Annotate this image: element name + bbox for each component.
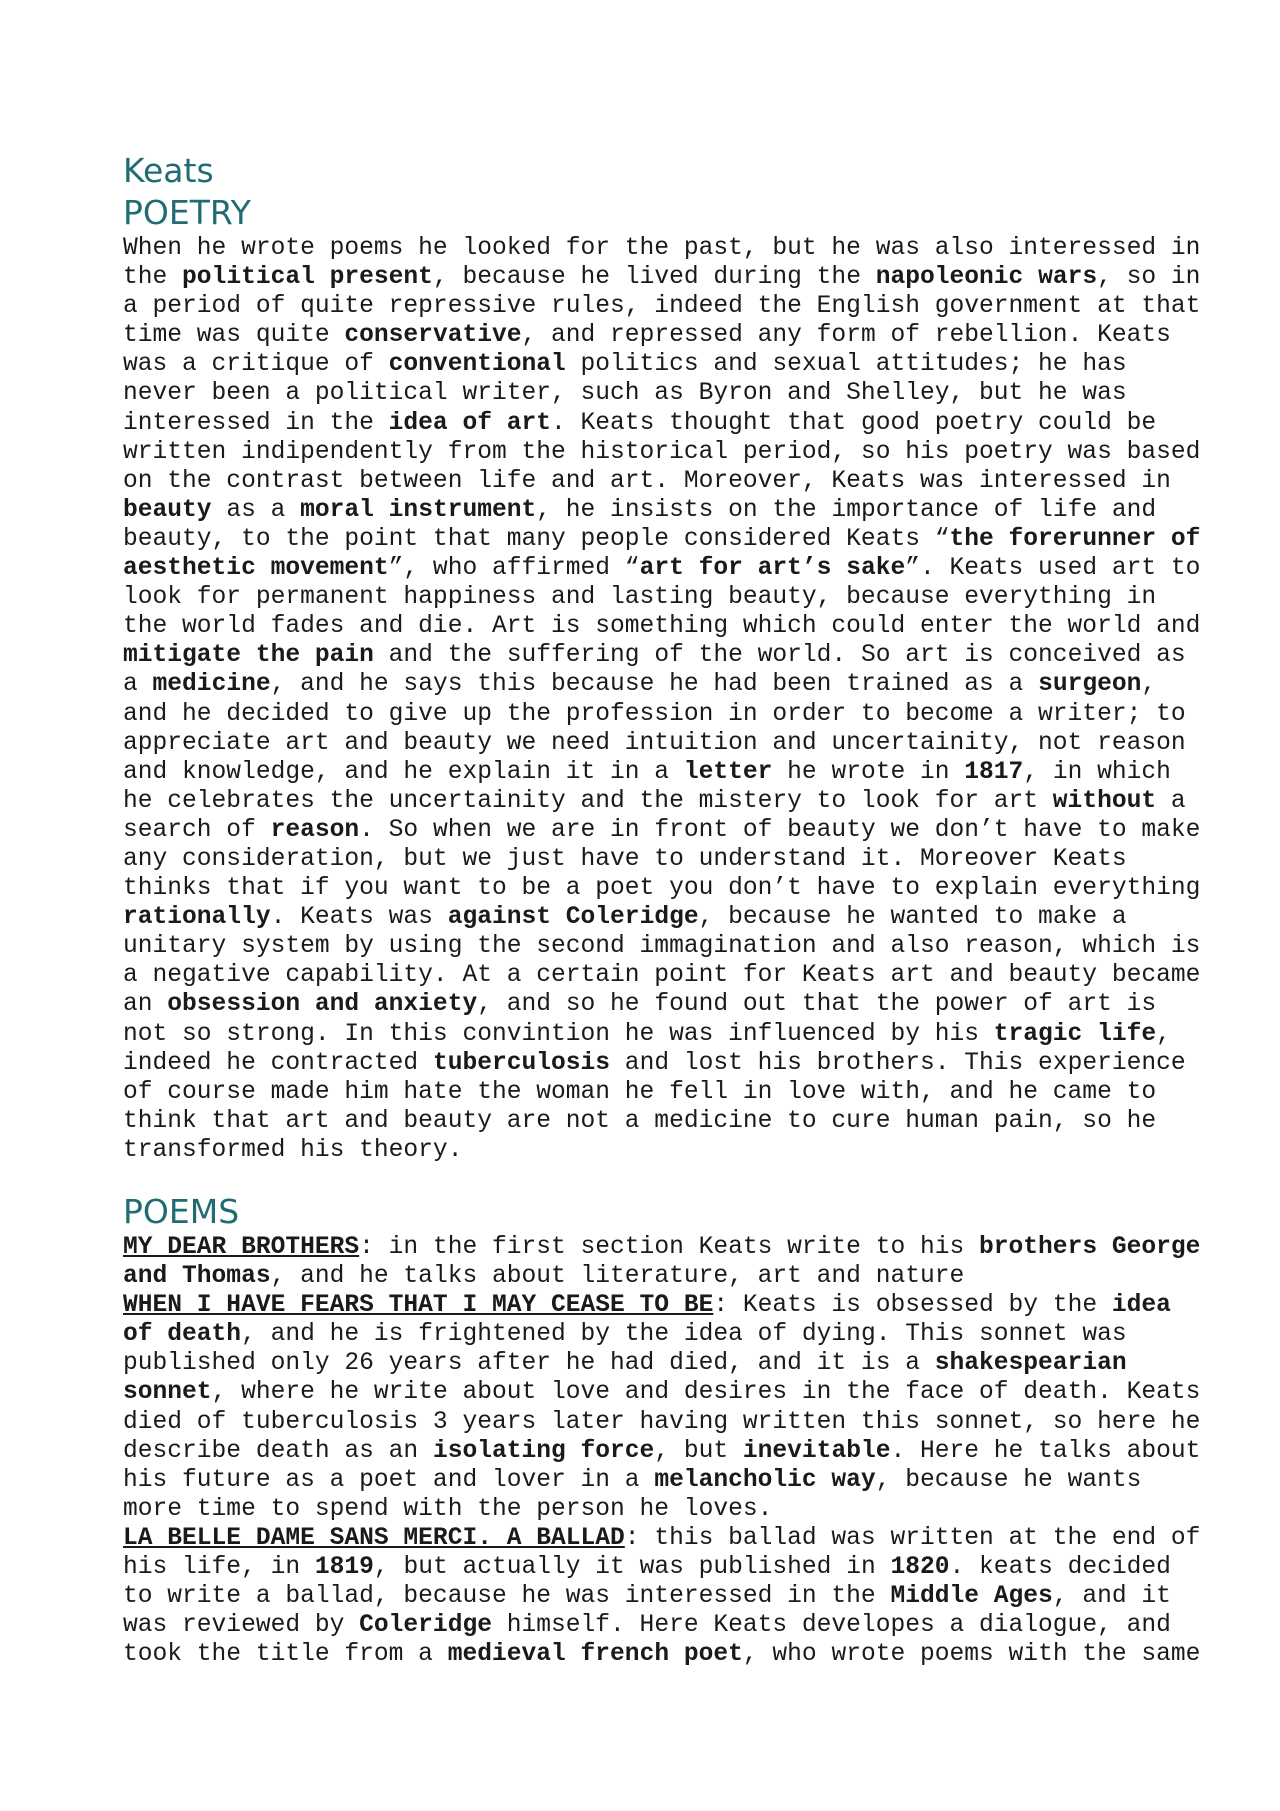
bold-term: obsession and anxiety [167,991,478,1019]
text-run: published only 26 years after he had died, and it is a [123,1350,935,1378]
poetry-line [123,379,1173,408]
text-run: and knowledge, and he explain it in a [123,758,684,786]
section-heading-poetry: POETRY [123,193,251,232]
section-heading-poems: POEMS [123,1192,240,1231]
text-run: time was quite [123,322,345,350]
text-run: , and so he found out that the power of art is [477,991,1157,1019]
bold-term: political present [182,264,433,292]
bold-term: 1817 [964,758,1024,786]
text-run: ”. Keats used art to [905,555,1201,583]
bold-term: conventional [388,351,566,379]
text-run: written indipendently from the historical period, so his poetry was based [123,438,1201,466]
poems-paragraph [123,1233,1201,1669]
text-run: an [123,991,168,1019]
poetry-line [123,903,1173,932]
poetry-line [123,787,1186,816]
poems-line [123,1466,1173,1495]
text-run: to write a ballad, because he was interessed in the [123,1583,891,1611]
text-run: , [1156,1020,1171,1048]
poems-line [123,1640,1201,1669]
bold-term: brothers George [979,1234,1201,1261]
text-run: . Here he talks about [890,1437,1201,1465]
poetry-line [123,670,1173,699]
poetry-line [123,641,1186,670]
bold-term: Coleridge [359,1612,492,1640]
text-run: and he decided to give up the profession in order to become a writer; to [123,700,1186,728]
text-run: : in the first section Keats write to his [359,1234,980,1261]
poetry-line [123,700,1186,729]
text-run: , in which [1023,758,1171,786]
text-run: When he wrote poems he looked for the past, but he was also interessed in [123,235,1201,262]
poems-line [123,1233,1201,1262]
bold-term: aesthetic movement [123,555,389,583]
poems-line [123,1582,1173,1611]
poetry-line [123,990,1173,1019]
text-run: was a critique of [123,351,389,379]
bold-term: the forerunner of [949,525,1201,553]
text-run: not so strong. In this convintion he was influenced by his [123,1020,994,1048]
text-run: a [123,671,153,699]
poetry-line [123,496,1173,525]
bold-term: Middle Ages [890,1583,1053,1611]
bold-term: letter [683,758,773,786]
poetry-line [123,438,1201,467]
bold-term: idea [1111,1292,1171,1320]
bold-term: surgeon [1038,671,1142,699]
bold-term: medieval french poet [447,1641,743,1669]
text-run: , and he talks about literature, art and nature [270,1263,965,1291]
text-run: , but [654,1437,743,1465]
text-run: any consideration, but we just have to understand it. Moreover Keats [123,845,1127,873]
bold-term: and Thomas [123,1263,271,1291]
poetry-line [123,961,1201,990]
bold-term: without [1052,787,1157,815]
text-run: never been a political writer, such as Byron and Shelley, but he was [123,380,1127,408]
text-run: himself. Here Keats developes a dialogue, and [491,1612,1171,1640]
poem-title: LA BELLE DAME SANS MERCI. A BALLAD [123,1524,625,1552]
text-run: as a [211,496,301,524]
document-title: Keats [123,151,214,190]
text-run: a negative capability. At a certain point for Keats art and beauty became [123,962,1201,990]
poems-line [123,1349,1173,1378]
bold-term: napoleonic wars [875,264,1098,292]
poetry-line [123,292,1201,321]
text-run: , where he write about love and desires in the face of death. Keats [211,1379,1201,1407]
text-run: his future as a poet and lover in a [123,1466,655,1494]
bold-term: medicine [152,671,271,699]
poetry-line [123,1107,1173,1136]
poems-line [123,1437,1201,1466]
poems-line [123,1553,1173,1582]
text-run: the [123,264,183,292]
bold-term: tuberculosis [432,1049,611,1077]
text-run: , so in [1097,264,1201,292]
poems-line [123,1611,1173,1640]
poems-line [123,1320,1173,1349]
bold-term: shakespearian [934,1350,1127,1378]
text-run: think that art and beauty are not a medicine to cure human pain, so he [123,1107,1157,1135]
poetry-line [123,583,1173,612]
poetry-line [123,350,1173,379]
text-run: , and he is frightened by the idea of dying. This sonnet was [241,1321,1127,1349]
poetry-line [123,525,1201,554]
poems-line [123,1524,1201,1553]
bold-term: mitigate the pain [123,642,374,670]
poetry-line [123,1020,1173,1049]
poetry-line [123,1078,1173,1107]
poetry-line [123,1136,1173,1165]
text-run: was reviewed by [123,1612,360,1640]
text-run: , and it [1052,1583,1171,1611]
bold-term: 1820 [890,1554,950,1582]
bold-term: melancholic way [654,1466,876,1494]
poems-line [123,1262,1173,1291]
text-run: , he insists on the importance of life and [536,496,1157,524]
poetry-line [123,409,1173,438]
text-run: . So when we are in front of beauty we don’t have to make [359,816,1201,844]
poetry-line [123,1049,1186,1078]
document-page [123,150,1201,1669]
poems-line [123,1378,1201,1407]
text-run: , who wrote poems with the same [742,1641,1201,1669]
text-run: ”, who affirmed “ [388,555,640,583]
poems-line [123,1408,1201,1437]
text-run: on the contrast between life and art. Moreover, Keats was interessed in [123,467,1171,495]
poetry-line [123,758,1173,787]
text-run: a [1156,787,1186,815]
text-run: transformed his theory. [123,1136,463,1164]
poetry-line [123,234,1201,263]
poetry-line [123,816,1201,845]
bold-term: 1819 [314,1554,374,1582]
text-run: unitary system by using the second immagination and also reason, which is [123,933,1201,961]
poetry-line [123,263,1201,292]
text-run: , but actually it was published in [373,1554,891,1582]
text-run: interessed in the [123,409,389,437]
text-run: , because he wanted to make a [698,904,1127,932]
bold-term: sonnet [123,1379,212,1407]
poetry-line [123,845,1173,874]
text-run: , and repressed any form of rebellion. Keats [521,322,1171,350]
bold-term: moral instrument [300,496,537,524]
bold-term: inevitable [742,1437,891,1465]
text-run: appreciate art and beauty we need intuition and uncertainity, not reason [123,729,1186,757]
text-run: took the title from a [123,1641,448,1669]
poetry-paragraph [123,234,1201,1165]
bold-term: isolating force [432,1437,655,1465]
text-run: , because he lived during the [432,264,876,292]
poetry-line [123,874,1201,903]
text-run: . Keats thought that good poetry could be [551,409,1157,437]
text-run: search of [123,816,271,844]
text-run: and lost his brothers. This experience [610,1049,1186,1077]
poetry-line [123,612,1201,641]
text-run: , [1141,671,1157,699]
bold-term: conservative [344,322,522,350]
text-run: his life, in [123,1554,315,1582]
text-run: : this ballad was written at the end of [624,1524,1201,1552]
poem-title: WHEN I HAVE FEARS THAT I MAY CEASE TO BE [123,1292,714,1320]
bold-term: against Coleridge [447,904,699,932]
poetry-line [123,932,1201,961]
text-run: politics and sexual attitudes; he has [565,351,1127,379]
poetry-line [123,467,1173,496]
text-run: : Keats is obsessed by the [713,1292,1112,1320]
poem-title: MY DEAR BROTHERS [123,1234,360,1261]
text-run: the world fades and die. Art is something which could enter the world and [123,613,1201,641]
text-run: describe death as an [123,1437,433,1465]
bold-term: of death [123,1321,242,1349]
text-run: of course made him hate the woman he fell in love with, and he came to [123,1078,1157,1106]
poetry-line [123,729,1186,758]
text-run: indeed he contracted [123,1049,433,1077]
bold-term: beauty [123,496,212,524]
text-run: look for permanent happiness and lasting beauty, because everything in [123,584,1157,612]
bold-term: rationally [123,904,271,932]
text-run: a period of quite repressive rules, indeed the English government at that [123,293,1201,321]
poems-line [123,1291,1173,1320]
text-run: he wrote in [772,758,965,786]
text-run: and the suffering of the world. So art is conceived as [373,642,1186,670]
text-run: . keats decided [949,1554,1171,1582]
bold-term: art for art’s sake [639,555,906,583]
bold-term: tragic life [993,1020,1157,1048]
poems-line [123,1495,1173,1524]
bold-term: reason [270,816,360,844]
text-run: beauty, to the point that many people considered Keats “ [123,525,950,553]
text-run: . Keats was [270,904,448,932]
text-run: died of tuberculosis 3 years later having written this sonnet, so here he [123,1408,1201,1436]
text-run: thinks that if you want to be a poet you don’t have to explain everything [123,875,1201,903]
text-run: more time to spend with the person he loves. [123,1495,773,1523]
poetry-line [123,321,1173,350]
text-run: , and he says this because he had been trained as a [270,671,1039,699]
bold-term: idea of art [388,409,552,437]
text-run: , because he wants [875,1466,1142,1494]
poetry-line [123,554,1201,583]
text-run: he celebrates the uncertainity and the mistery to look for art [123,787,1053,815]
